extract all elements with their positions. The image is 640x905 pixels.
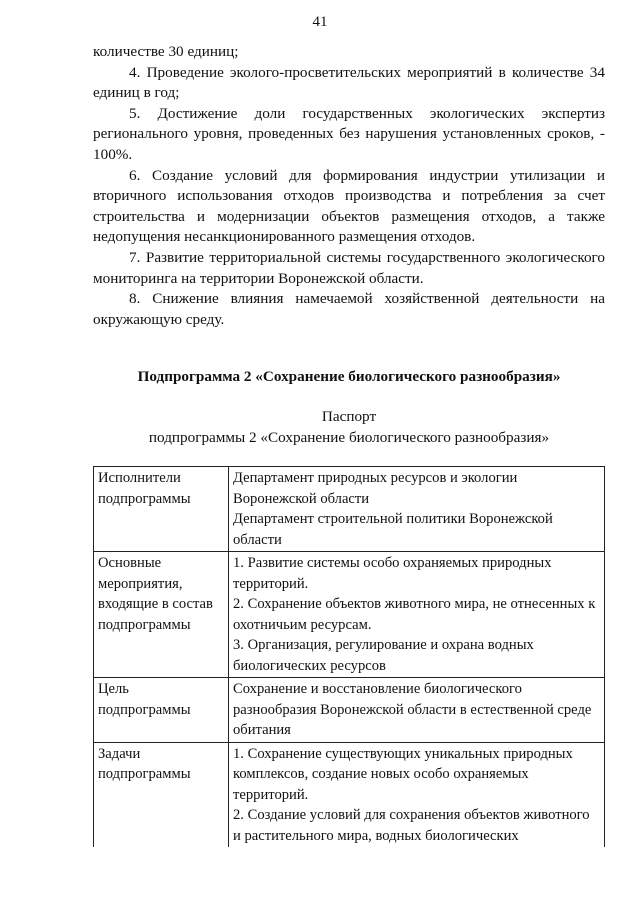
- row-label-main-activities: Основные мероприятия, входящие в состав подпрограммы: [94, 552, 229, 678]
- body-text: [93, 42, 605, 330]
- row-content-executors: [229, 467, 605, 552]
- section-title: Подпрограмма 2 «Сохранение биологического разнообразия»: [137, 368, 561, 385]
- table-cell-item: 2. Сохранение объектов животного мира, не отнесенных к охотничьим ресурсам.: [233, 596, 596, 633]
- table-cell-item: Департамент природных ресурсов и экологии Воронежской области: [233, 470, 518, 507]
- paragraph-item-5: 5. Достижение доли государственных экологических экспертиз регионального уровня, проведенных без нарушения установленных сроков, - 100%.: [93, 104, 605, 163]
- table-cell-item: 1. Сохранение существующих уникальных природных комплексов, создание новых особо охраняемых территорий.: [233, 745, 573, 803]
- paragraph-continuation: количестве 30 единиц;: [93, 43, 239, 60]
- row-label-goal: Цель подпрограммы: [94, 678, 229, 743]
- page-number: 41: [312, 14, 328, 30]
- table-row: [94, 742, 605, 847]
- row-content-goal: [229, 678, 605, 743]
- passport-title-line-1: Паспорт: [321, 408, 377, 425]
- table-cell-item: 2. Создание условий для сохранения объектов животного и растительного мира, водных биологических: [233, 807, 590, 844]
- row-content-tasks: [229, 742, 605, 847]
- passport-title-line-2: подпрограммы 2 «Сохранение биологического разнообразия»: [148, 428, 550, 446]
- table-cell-item: Сохранение и восстановление биологического разнообразия Воронежской области в естественной среде обитания: [233, 681, 592, 738]
- table-cell-item: 3. Организация, регулирование и охрана водных биологических ресурсов: [233, 637, 534, 674]
- table-cell-item: 1. Развитие системы особо охраняемых природных территорий.: [233, 555, 552, 592]
- table-row: [94, 467, 605, 552]
- paragraph-item-6: 6. Создание условий для формирования индустрии утилизации и вторичного использования отходов производства и потребления за счет строительства и модернизации объектов размещения отходов, а также недопущения несанкционированного размещения отходов.: [93, 166, 605, 246]
- paragraph-item-7: 7. Развитие территориальной системы государственного экологического мониторинга на территории Воронежской области.: [93, 248, 605, 287]
- table-row: [94, 678, 605, 743]
- row-content-main-activities: [229, 552, 605, 678]
- row-label-tasks: Задачи подпрограммы: [94, 742, 229, 847]
- paragraph-item-8: 8. Снижение влияния намечаемой хозяйственной деятельности на окружающую среду.: [93, 290, 605, 328]
- passport-table: [93, 466, 605, 847]
- table-cell-item: Департамент строительной политики Воронежской области: [233, 511, 553, 548]
- paragraph-item-4: 4. Проведение эколого-просветительских мероприятий в количестве 34 единиц в год;: [93, 63, 605, 102]
- row-label-executors: Исполнители подпрограммы: [94, 467, 229, 552]
- passport-title: [93, 407, 605, 448]
- table-row: [94, 552, 605, 678]
